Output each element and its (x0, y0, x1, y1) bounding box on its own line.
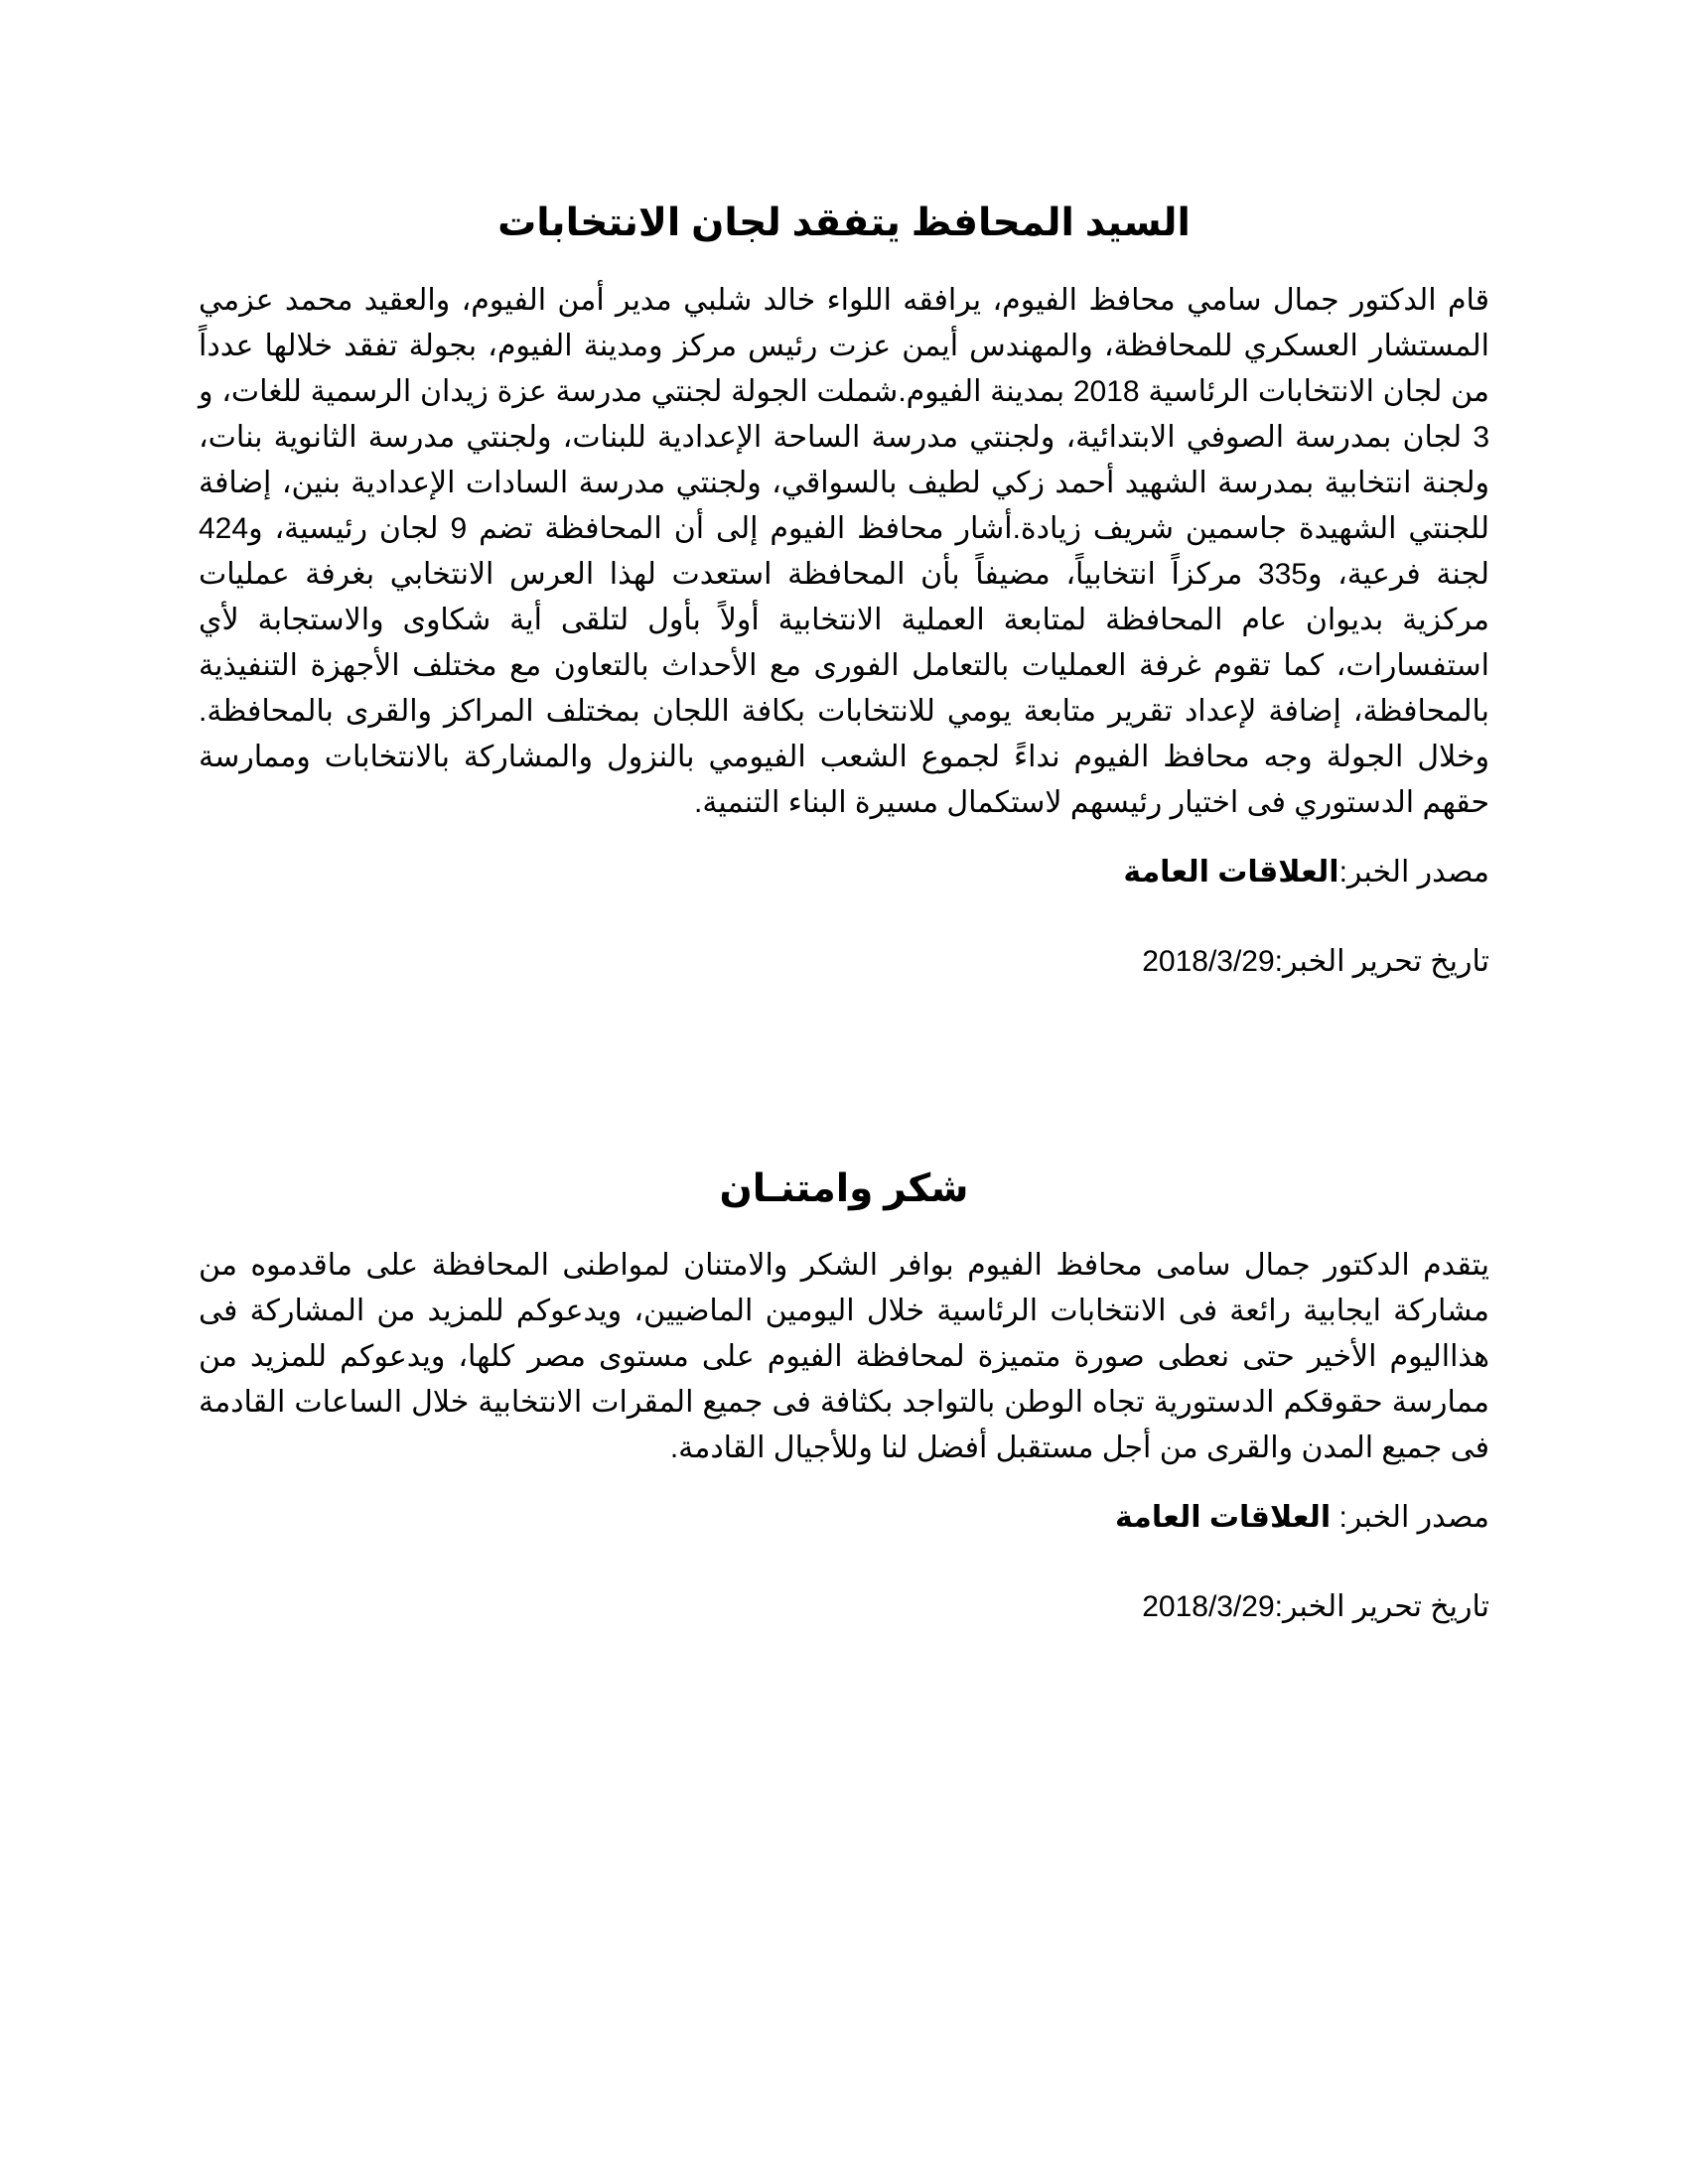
news-source-value: العلاقات العامة (1123, 856, 1339, 888)
news-source-label: مصدر الخبر: (1331, 1501, 1489, 1534)
article-title: شكر وامتنـان (719, 1167, 969, 1210)
news-date-line (199, 1584, 1489, 1630)
article-body: قام الدكتور جمال سامي محافظ الفيوم، يرافقه اللواء خالد شلبي مدير أمن الفيوم، والعقيد محمد عزمي المستشار العسكري للمحافظة، والمهندس أيمن عزت رئيس مركز ومدينة الفيوم، بجولة تفقد خلالها عدداً من لجان الانتخابات الرئاسية 2018 بمدينة الفيوم.شملت الجولة لجنتي مدرسة عزة زيدان الرسمية للغات، و 3 لجان بمدرسة الصوفي الابتدائية، ولجنتي مدرسة الساحة الإعدادية للبنات، ولجنتي مدرسة الثانوية بنات، ولجنة انتخابية بمدرسة الشهيد أحمد زكي لطيف بالسواقي، ولجنتي مدرسة السادات الإعدادية بنين، إضافة للجنتي الشهيدة جاسمين شريف زيادة.أشار محافظ الفيوم إلى أن المحافظة تضم 9 لجان رئيسية، و424 لجنة فرعية، و335 مركزاً انتخابياً، مضيفاً بأن المحافظة استعدت لهذا العرس الانتخابي بغرفة عمليات مركزية بديوان عام المحافظة لمتابعة العملية الانتخابية أولاً بأول لتلقى أية شكاوى والاستجابة لأي استفسارات، كما تقوم غرفة العمليات بالتعامل الفورى مع الأحداث بالتعاون مع مختلف الأجهزة التنفيذية بالمحافظة، إضافة لإعداد تقرير متابعة يومي للانتخابات بكافة اللجان بمختلف المراكز والقرى بالمحافظة. وخلال الجولة وجه محافظ الفيوم نداءً لجموع الشعب الفيومي بالنزول والمشاركة بالانتخابات وممارسة حقهم الدستوري فى اختيار رئيسهم لاستكمال مسيرة البناء التنمية. (199, 284, 1489, 819)
article-title: السيد المحافظ يتفقد لجان الانتخابات (497, 202, 1191, 244)
news-source-line (199, 850, 1489, 895)
news-source-label: مصدر الخبر: (1338, 856, 1489, 888)
news-source-value: العلاقات العامة (1115, 1501, 1332, 1534)
news-date-label: تاريخ تحرير الخبر: (1274, 945, 1489, 978)
news-article-thanks (199, 1160, 1489, 1630)
news-article-elections (199, 194, 1489, 985)
news-date-label: تاريخ تحرير الخبر: (1274, 1590, 1489, 1623)
news-date-value: 2018/3/29 (1142, 1590, 1275, 1623)
news-source-line (199, 1495, 1489, 1541)
news-date-line (199, 939, 1489, 985)
news-date-value: 2018/3/29 (1142, 945, 1275, 978)
article-body: يتقدم الدكتور جمال سامى محافظ الفيوم بوافر الشكر والامتنان لمواطنى المحافظة على ماقدموه من مشاركة ايجابية رائعة فى الانتخابات الرئاسية خلال اليومين الماضيين، ويدعوكم للمزيد من المشاركة فى هذااليوم الأخير حتى نعطى صورة متميزة لمحافظة الفيوم على مستوى مصر كلها، ويدعوكم للمزيد من ممارسة حقوقكم الدستورية تجاه الوطن بالتواجد بكثافة فى جميع المقرات الانتخابية خلال الساعات القادمة فى جميع المدن والقرى من أجل مستقبل أفضل لنا وللأجيال القادمة. (199, 1249, 1489, 1464)
